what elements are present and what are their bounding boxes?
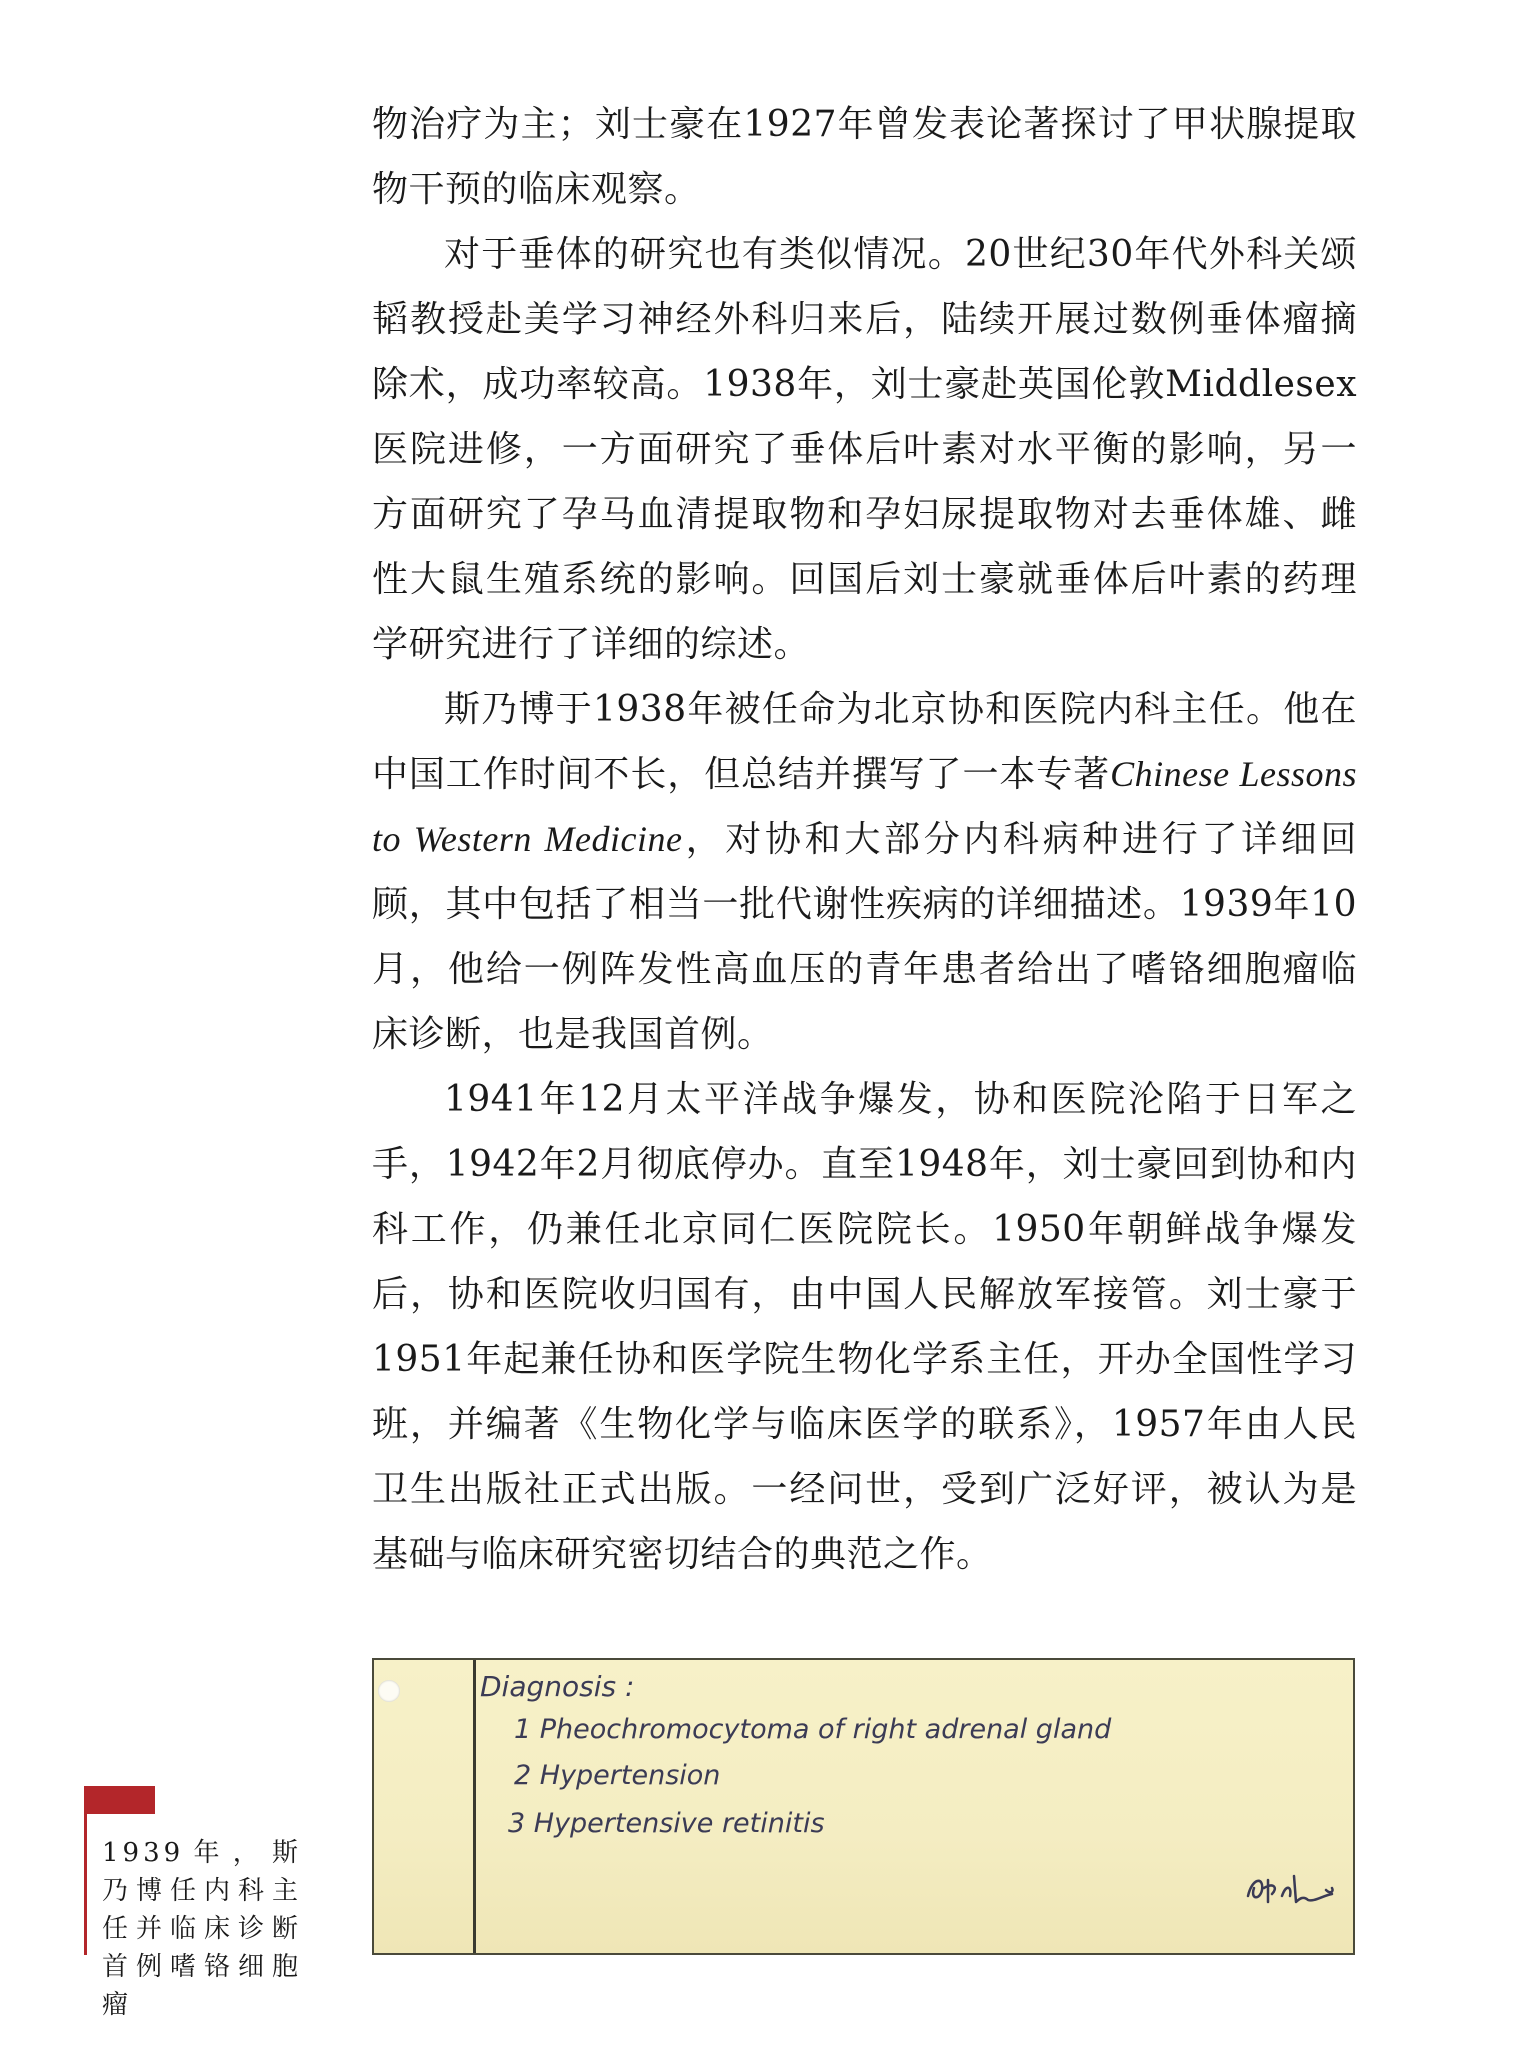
paragraph-3 — [372, 677, 1357, 1067]
caption-accent-bar — [84, 1786, 155, 1814]
paragraph-1: 物治疗为主；刘士豪在1927年曾发表论著探讨了甲状腺提取物干预的临床观察。 — [372, 104, 1357, 210]
book-title: Chinese Lessons to Western Medicine — [372, 754, 1357, 859]
paragraph-3-after: ，对协和大部分内科病种进行了详细回顾，其中包括了相当一批代谢性疾病的详细描述。1939年10月，他给一例阵发性高血压的青年患者给出了嗜铬细胞瘤临床诊断，也是我国首例。 — [372, 819, 1357, 1055]
signature — [1242, 1866, 1338, 1910]
photo-caption: 1939年，斯乃博任内科主任并临床诊断首例嗜铬细胞瘤 — [102, 1838, 302, 2020]
paragraph-2: 对于垂体的研究也有类似情况。20世纪30年代外科关颂韬教授赴美学习神经外科归来后，陆续开展过数例垂体瘤摘除术，成功率较高。1938年，刘士豪赴英国伦敦Middlesex医院进修，一方面研究了垂体后叶素对水平衡的影响，另一方面研究了孕马血清提取物和孕妇尿提取物对去垂体雄、雌性大鼠生殖系统的影响。回国后刘士豪就垂体后叶素的药理学研究进行了详细的综述。 — [372, 234, 1357, 665]
diagnosis-item-2: 2 Hypertension — [514, 1760, 721, 1791]
diagnosis-heading: Diagnosis : — [480, 1670, 635, 1703]
paragraph-3-before: 斯乃博于1938年被任命为北京协和医院内科主任。他在中国工作时间不长，但总结并撰写了一本专著 — [372, 689, 1357, 795]
punch-hole — [378, 1680, 400, 1702]
margin-line — [473, 1660, 476, 1953]
diagnosis-item-3: 3 Hypertensive retinitis — [508, 1808, 825, 1839]
main-text — [372, 92, 1357, 1587]
caption-accent-line — [84, 1814, 87, 1955]
diagnosis-card-photo — [372, 1658, 1355, 1955]
diagnosis-item-1: 1 Pheochromocytoma of right adrenal gland — [514, 1714, 1112, 1745]
paragraph-4: 1941年12月太平洋战争爆发，协和医院沦陷于日军之手，1942年2月彻底停办。直至1948年，刘士豪回到协和内科工作，仍兼任北京同仁医院院长。1950年朝鲜战争爆发后，协和医院收归国有，由中国人民解放军接管。刘士豪于1951年起兼任协和医学院生物化学系主任，开办全国性学习班，并编著《生物化学与临床医学的联系》，1957年由人民卫生出版社正式出版。一经问世，受到广泛好评，被认为是基础与临床研究密切结合的典范之作。 — [372, 1079, 1357, 1575]
